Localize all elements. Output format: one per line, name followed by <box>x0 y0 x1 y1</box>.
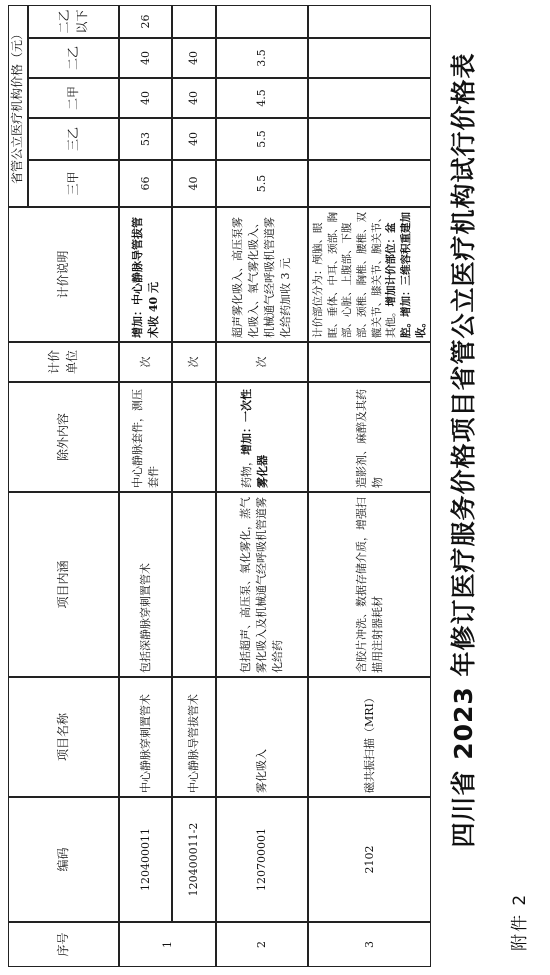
header-name: 项目名称 <box>8 677 119 797</box>
row1b-unit: 次 <box>172 342 216 382</box>
row2-price-1: 5.5 <box>216 160 308 207</box>
row2-excluded <box>216 382 308 492</box>
header-code: 编码 <box>8 797 119 922</box>
row1b-excluded <box>172 382 216 492</box>
row1-name: 中心静脉穿刺置管术 <box>119 677 172 797</box>
row2-price-5 <box>216 5 308 38</box>
header-grade-1: 三甲 <box>28 160 119 207</box>
row1-content: 包括深静脉穿刺置管术 <box>119 492 172 677</box>
row1b-note <box>172 207 216 342</box>
attachment-label: 附件 2 <box>510 892 530 951</box>
row2-name: 雾化吸入 <box>216 677 308 797</box>
row2-code: 120700001 <box>216 797 308 922</box>
row1-code: 120400011 <box>119 797 172 922</box>
row1b-price-2: 40 <box>172 118 216 160</box>
row2-price-2: 5.5 <box>216 118 308 160</box>
row1b-content <box>172 492 216 677</box>
row3-note <box>308 207 431 342</box>
row1b-price-3: 40 <box>172 78 216 118</box>
header-content: 项目内涵 <box>8 492 119 677</box>
row3-content: 含胶片冲洗、数据存储介质，增强扫描用注射器耗材 <box>308 492 431 677</box>
header-seq: 序号 <box>8 922 119 967</box>
row3-name: 磁共振扫描（MRI） <box>308 677 431 797</box>
row1-seq: 1 <box>119 922 216 967</box>
row3-unit <box>308 342 431 382</box>
header-excluded: 除外内容 <box>8 382 119 492</box>
price-table <box>8 5 431 967</box>
row3-price-5 <box>308 5 431 38</box>
row1b-price-1: 40 <box>172 160 216 207</box>
header-unit: 计价单位 <box>8 342 119 382</box>
row1-excluded: 中心静脉套件，测压套件 <box>119 382 172 492</box>
row2-seq: 2 <box>216 922 308 967</box>
row2-note: 超声雾化吸入、高压泵雾化吸入、氧气雾化吸入、机械通气经呼吸机管道雾化给药加收 3 元 <box>216 207 308 342</box>
row2-content: 包括超声、高压泵、氧化雾化，蒸气雾化吸入及机械通气经呼吸机管道雾化给药 <box>216 492 308 677</box>
row1-price-5: 26 <box>119 5 172 38</box>
row3-price-2 <box>308 118 431 160</box>
header-grade-4: 二乙 <box>28 38 119 78</box>
header-price-group: 省管公立医疗机构价格（元） <box>8 5 28 207</box>
row1-price-4: 40 <box>119 38 172 78</box>
row1-price-2: 53 <box>119 118 172 160</box>
row3-price-3 <box>308 78 431 118</box>
row3-price-4 <box>308 38 431 78</box>
header-grade-2: 三乙 <box>28 118 119 160</box>
row2-excluded-bold: 增加：一次性雾化器 <box>240 389 269 488</box>
row3-excluded: 造影剂、麻醉及其药物 <box>308 382 431 492</box>
row3-seq: 3 <box>308 922 431 967</box>
row2-excluded-text: 药物， <box>240 455 253 488</box>
row3-price-1 <box>308 160 431 207</box>
row1-note: 增加：中心静脉导管拔管术收 40 元 <box>119 207 172 342</box>
row3-note-text: 计价部位分为：颅脑、眼眶、垂体、中耳、颈部、胸部、心脏、上腹部、下腹部、颈椎、胸椎、腰椎、双髋关节、膝关节、腕关节、其他。 <box>312 212 398 338</box>
row2-price-3: 4.5 <box>216 78 308 118</box>
row2-unit: 次 <box>216 342 308 382</box>
header-note: 计价说明 <box>8 207 119 342</box>
row1-unit: 次 <box>119 342 172 382</box>
row1b-price-5 <box>172 5 216 38</box>
row3-code: 2102 <box>308 797 431 922</box>
row2-price-4: 3.5 <box>216 38 308 78</box>
header-grade-3: 二甲 <box>28 78 119 118</box>
row1-price-1: 66 <box>119 160 172 207</box>
row3-note-bold: 增加计价部位：盆腔。增加：三维容积重建加收。 <box>385 212 427 338</box>
row1b-price-4: 40 <box>172 38 216 78</box>
header-grade-5: 二乙以下 <box>28 5 119 38</box>
row1b-code: 120400011-2 <box>172 797 216 922</box>
row1-price-3: 40 <box>119 78 172 118</box>
row1b-name: 中心静脉导管拔管术 <box>172 677 216 797</box>
page-title: 四川省 2023 年修订医疗服务价格项目省管公立医疗机构试行价格表 <box>449 52 478 848</box>
